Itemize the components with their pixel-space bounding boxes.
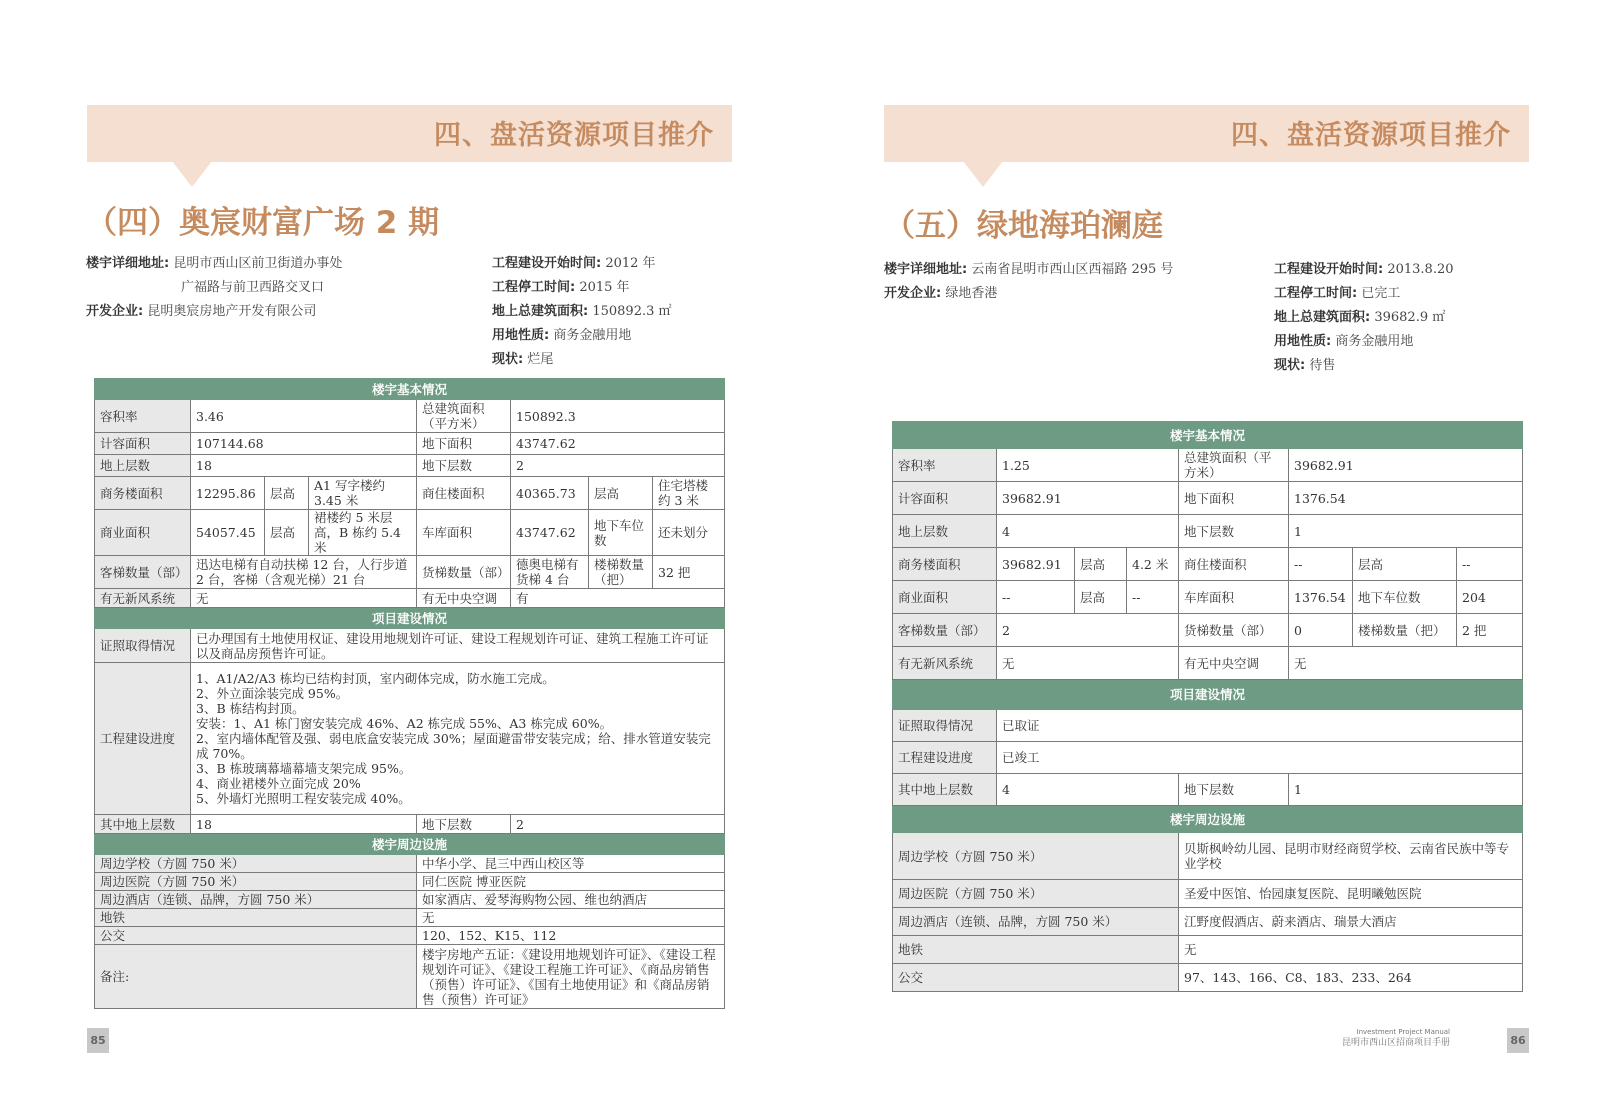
section-banner-right xyxy=(884,105,1529,162)
cell-value: 12295.86 xyxy=(191,477,265,510)
banner-pointer xyxy=(963,161,1003,187)
progress-details xyxy=(191,663,725,815)
cell-label: 地下层数 xyxy=(1179,515,1289,548)
cell-label: 周边学校（方圆 750 米） xyxy=(95,855,417,873)
info-value: 云南省昆明市西山区西福路 295 号 xyxy=(971,262,1174,277)
info-label: 工程建设开始时间: xyxy=(1274,262,1384,277)
cell-label: 地上层数 xyxy=(893,515,997,548)
cell-label: 层高 xyxy=(1353,548,1457,581)
cell-value: 裙楼约 5 米层高，B 栋约 5.4 米 xyxy=(309,510,417,556)
project-dates-right xyxy=(1274,258,1454,378)
cell-value: 204 xyxy=(1457,581,1523,614)
cell-label: 楼梯数量（把） xyxy=(1353,614,1457,647)
cell-value: 已取证 xyxy=(997,710,1523,742)
cell-label: 层高 xyxy=(265,510,309,556)
section-banner-left xyxy=(87,105,732,162)
progress-line: 2、外立面涂装完成 95%。 xyxy=(196,686,349,701)
info-value: 已完工 xyxy=(1361,286,1401,301)
cell-label: 层高 xyxy=(589,477,653,510)
cell-value: 有 xyxy=(511,589,725,608)
cell-value: 中华小学、昆三中西山校区等 xyxy=(417,855,725,873)
info-label: 楼宇详细地址: xyxy=(86,256,170,271)
cell-label: 货梯数量（部） xyxy=(417,556,511,589)
info-label: 用地性质: xyxy=(492,328,550,343)
cell-value: 43747.62 xyxy=(511,510,589,556)
cell-label: 商业面积 xyxy=(95,510,191,556)
cell-label: 周边学校（方圆 750 米） xyxy=(893,833,1179,880)
section-header: 楼宇基本情况 xyxy=(893,422,1523,449)
cell-label: 车库面积 xyxy=(417,510,511,556)
cell-label: 证照取得情况 xyxy=(893,710,997,742)
info-value: 2012 年 xyxy=(605,256,656,271)
info-value: 绿地香港 xyxy=(945,286,998,301)
cell-label: 商住楼面积 xyxy=(417,477,511,510)
cell-value: 1376.54 xyxy=(1289,482,1523,515)
cell-label: 周边酒店（连锁、品牌，方圆 750 米） xyxy=(893,908,1179,936)
info-value: 商务金融用地 xyxy=(1335,334,1414,349)
cell-value: 无 xyxy=(997,647,1179,680)
info-value: 广福路与前卫西路交叉口 xyxy=(181,280,325,295)
cell-value: 0 xyxy=(1289,614,1353,647)
section-header: 楼宇周边设施 xyxy=(95,834,725,855)
cell-label: 总建筑面积（平方米） xyxy=(1179,449,1289,482)
cell-value: 2 xyxy=(511,815,725,834)
cell-value: 43747.62 xyxy=(511,433,725,455)
cell-value: 德奥电梯有货梯 4 台 xyxy=(511,556,589,589)
section-header: 楼宇基本情况 xyxy=(95,379,725,400)
cell-value: 无 xyxy=(1289,647,1523,680)
cell-label: 容积率 xyxy=(95,400,191,433)
project-title: （四）奥宸财富广场 2 期 xyxy=(86,205,440,241)
cell-label: 地下车位数 xyxy=(589,510,653,556)
cell-label: 有无新风系统 xyxy=(893,647,997,680)
project-info-right xyxy=(884,258,1173,306)
progress-line: 3、B 栋结构封顶。 xyxy=(196,701,305,716)
progress-line: 5、外墙灯光照明工程安装完成 40%。 xyxy=(196,791,411,806)
cell-label: 客梯数量（部） xyxy=(893,614,997,647)
cell-value: 32 把 xyxy=(653,556,725,589)
cell-value: 18 xyxy=(191,815,417,834)
info-value: 昆明市西山区前卫街道办事处 xyxy=(173,256,343,271)
info-value: 2013.8.20 xyxy=(1387,262,1454,277)
cell-label: 计容面积 xyxy=(95,433,191,455)
cell-label: 商务楼面积 xyxy=(893,548,997,581)
cell-value: 已办理国有土地使用权证、建设用地规划许可证、建设工程规划许可证、建筑工程施工许可证以及商品房预售许可证。 xyxy=(191,629,725,663)
page-number: 85 xyxy=(87,1028,109,1053)
cell-value: 迅达电梯有自动扶梯 12 台，人行步道 2 台，客梯（含观光梯）21 台 xyxy=(191,556,417,589)
cell-value: 54057.45 xyxy=(191,510,265,556)
info-value: 39682.9 ㎡ xyxy=(1374,310,1446,325)
cell-value: 1376.54 xyxy=(1289,581,1353,614)
cell-label: 其中地上层数 xyxy=(95,815,191,834)
info-value: 150892.3 ㎡ xyxy=(592,304,672,319)
cell-label: 客梯数量（部） xyxy=(95,556,191,589)
cell-value: 贝斯枫岭幼儿园、昆明市财经商贸学校、云南省民族中等专业学校 xyxy=(1179,833,1523,880)
info-label: 工程停工时间: xyxy=(492,280,576,295)
cell-value: 无 xyxy=(191,589,417,608)
cell-value: 江野度假酒店、蔚来酒店、瑞景大酒店 xyxy=(1179,908,1523,936)
cell-value: 4 xyxy=(997,774,1179,806)
cell-value: 3.46 xyxy=(191,400,417,433)
cell-label: 工程建设进度 xyxy=(893,742,997,774)
section-header: 项目建设情况 xyxy=(95,608,725,629)
cell-value: 已竣工 xyxy=(997,742,1523,774)
section-heading: 四、盘活资源项目推介 xyxy=(434,120,714,151)
cell-label: 商住楼面积 xyxy=(1179,548,1289,581)
cell-value: 无 xyxy=(417,909,725,927)
cell-value: A1 写字楼约 3.45 米 xyxy=(309,477,417,510)
cell-value: 1.25 xyxy=(997,449,1179,482)
progress-line: 安装：1、A1 栋门窗安装完成 46%、A2 栋完成 55%、A3 栋完成 60%。 xyxy=(196,716,613,731)
project-info-left xyxy=(86,252,342,324)
cell-label: 有无新风系统 xyxy=(95,589,191,608)
building-table-left xyxy=(94,378,725,1009)
cell-label: 计容面积 xyxy=(893,482,997,515)
footer-english: Investment Project Manual xyxy=(1356,1028,1450,1036)
banner-pointer xyxy=(172,161,212,187)
info-label: 现状: xyxy=(492,352,524,367)
cell-label: 有无中央空调 xyxy=(1179,647,1289,680)
cell-label: 地铁 xyxy=(893,936,1179,964)
cell-label: 层高 xyxy=(1075,581,1127,614)
cell-label: 公交 xyxy=(893,964,1179,992)
cell-label: 周边酒店（连锁、品牌，方圆 750 米） xyxy=(95,891,417,909)
info-label: 地上总建筑面积: xyxy=(1274,310,1371,325)
cell-label: 货梯数量（部） xyxy=(1179,614,1289,647)
cell-value: 120、152、K15、112 xyxy=(417,927,725,945)
info-label: 工程建设开始时间: xyxy=(492,256,602,271)
info-value: 待售 xyxy=(1309,358,1336,373)
cell-label: 地铁 xyxy=(95,909,417,927)
project-dates-left xyxy=(492,252,672,372)
cell-value: 2 xyxy=(997,614,1179,647)
cell-value: 还未划分 xyxy=(653,510,725,556)
cell-label: 备注: xyxy=(95,945,417,1009)
cell-value: 圣爱中医馆、怡园康复医院、昆明曦勉医院 xyxy=(1179,880,1523,908)
info-label: 开发企业: xyxy=(884,286,942,301)
cell-label: 地上层数 xyxy=(95,455,191,477)
cell-value: 住宅塔楼约 3 米 xyxy=(653,477,725,510)
cell-value: -- xyxy=(1127,581,1179,614)
cell-value: 楼宇房地产五证：《建设用地规划许可证》、《建设工程规划许可证》、《建设工程施工许可证》、《商品房销售（预售）许可证》、《国有土地使用证》和《商品房销售（预售）许可证》 xyxy=(417,945,725,1009)
cell-value: 97、143、166、C8、183、233、264 xyxy=(1179,964,1523,992)
project-title: （五）绿地海珀澜庭 xyxy=(884,208,1163,244)
page-number: 86 xyxy=(1507,1028,1529,1053)
cell-label: 地下层数 xyxy=(417,815,511,834)
footer-caption xyxy=(1342,1027,1450,1050)
cell-value: 2 xyxy=(511,455,725,477)
cell-value: 4.2 米 xyxy=(1127,548,1179,581)
cell-label: 商业面积 xyxy=(893,581,997,614)
cell-value: 18 xyxy=(191,455,417,477)
cell-label: 层高 xyxy=(1075,548,1127,581)
cell-value: 39682.91 xyxy=(997,548,1075,581)
cell-label: 地下面积 xyxy=(417,433,511,455)
info-label: 开发企业: xyxy=(86,304,144,319)
cell-label: 总建筑面积（平方米） xyxy=(417,400,511,433)
cell-label: 公交 xyxy=(95,927,417,945)
cell-label: 地下层数 xyxy=(417,455,511,477)
cell-value: 107144.68 xyxy=(191,433,417,455)
cell-label: 工程建设进度 xyxy=(95,663,191,815)
cell-label: 周边医院（方圆 750 米） xyxy=(893,880,1179,908)
cell-value: 39682.91 xyxy=(997,482,1179,515)
cell-value: -- xyxy=(1457,548,1523,581)
info-value: 昆明奥宸房地产开发有限公司 xyxy=(147,304,317,319)
cell-value: 同仁医院 博亚医院 xyxy=(417,873,725,891)
cell-value: 1 xyxy=(1289,774,1523,806)
info-label: 地上总建筑面积: xyxy=(492,304,589,319)
cell-label: 车库面积 xyxy=(1179,581,1289,614)
cell-value: 39682.91 xyxy=(1289,449,1523,482)
info-label: 用地性质: xyxy=(1274,334,1332,349)
cell-label: 容积率 xyxy=(893,449,997,482)
cell-label: 其中地上层数 xyxy=(893,774,997,806)
cell-value: 4 xyxy=(997,515,1179,548)
cell-value: 1 xyxy=(1289,515,1523,548)
info-label: 工程停工时间: xyxy=(1274,286,1358,301)
info-label: 现状: xyxy=(1274,358,1306,373)
section-heading: 四、盘活资源项目推介 xyxy=(1231,120,1511,151)
cell-value: -- xyxy=(997,581,1075,614)
cell-label: 证照取得情况 xyxy=(95,629,191,663)
footer-chinese: 昆明市西山区招商项目手册 xyxy=(1341,1038,1450,1048)
cell-label: 层高 xyxy=(265,477,309,510)
cell-label: 地下面积 xyxy=(1179,482,1289,515)
info-value: 烂尾 xyxy=(527,352,554,367)
cell-label: 楼梯数量（把） xyxy=(589,556,653,589)
cell-label: 有无中央空调 xyxy=(417,589,511,608)
cell-value: 如家酒店、爱琴海购物公园、维也纳酒店 xyxy=(417,891,725,909)
cell-value: 150892.3 xyxy=(511,400,725,433)
info-value: 商务金融用地 xyxy=(553,328,632,343)
cell-value: -- xyxy=(1289,548,1353,581)
section-header: 楼宇周边设施 xyxy=(893,806,1523,833)
info-label: 楼宇详细地址: xyxy=(884,262,968,277)
progress-line: 2、室内墙体配管及强、弱电底盒安装完成 30%；屋面避雷带安装完成；给、排水管道安装完成 70%。 xyxy=(196,731,711,761)
cell-label: 商务楼面积 xyxy=(95,477,191,510)
cell-value: 无 xyxy=(1179,936,1523,964)
progress-line: 3、B 栋玻璃幕墙幕墙支架完成 95%。 xyxy=(196,761,412,776)
section-header: 项目建设情况 xyxy=(893,680,1523,710)
cell-label: 地下车位数 xyxy=(1353,581,1457,614)
cell-label: 地下层数 xyxy=(1179,774,1289,806)
info-value: 2015 年 xyxy=(579,280,630,295)
cell-value: 40365.73 xyxy=(511,477,589,510)
building-table-right xyxy=(892,421,1523,992)
cell-label: 周边医院（方圆 750 米） xyxy=(95,873,417,891)
progress-line: 4、商业裙楼外立面完成 20% xyxy=(196,776,361,791)
progress-line: 1、A1/A2/A3 栋均已结构封顶，室内砌体完成，防水施工完成。 xyxy=(196,671,555,686)
cell-value: 2 把 xyxy=(1457,614,1523,647)
